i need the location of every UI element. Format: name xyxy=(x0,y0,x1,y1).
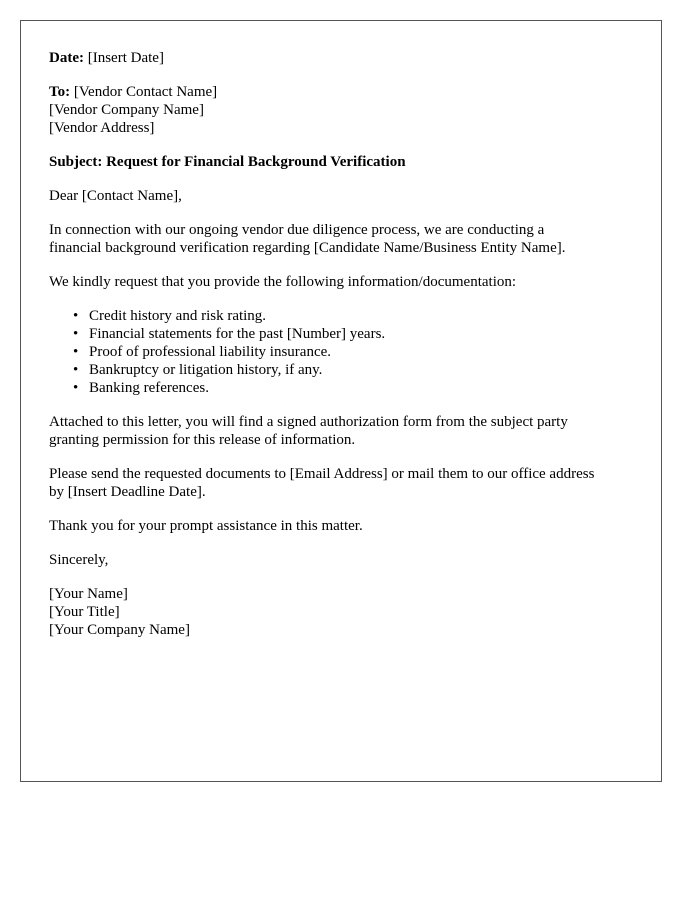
recipient-name-line xyxy=(49,83,633,101)
send-line-2: by [Insert Deadline Date]. xyxy=(49,484,206,500)
list-item xyxy=(73,307,633,325)
recipient-company: [Vendor Company Name] xyxy=(49,102,204,118)
salutation: Dear [Contact Name], xyxy=(49,188,182,204)
list-item-text: Banking references. xyxy=(89,380,209,396)
intro-line-2: financial background verification regarding [Candidate Name/Business Entity Name]. xyxy=(49,240,566,256)
attachment-paragraph xyxy=(49,413,633,449)
date-value: [Insert Date] xyxy=(87,50,164,66)
send-line-1: Please send the requested documents to [Email Address] or mail them to our office address xyxy=(49,466,595,482)
signature-block xyxy=(49,585,633,639)
intro-line-1: In connection with our ongoing vendor due diligence process, we are conducting a xyxy=(49,222,545,238)
bullet-icon: • xyxy=(73,326,79,342)
bullet-icon: • xyxy=(73,362,79,378)
send-paragraph xyxy=(49,465,633,501)
list-item xyxy=(73,379,633,397)
bullet-icon: • xyxy=(73,308,79,324)
letter-document xyxy=(20,20,662,782)
recipient-name: [Vendor Contact Name] xyxy=(73,84,218,100)
attachment-line-2: granting permission for this release of information. xyxy=(49,432,356,448)
list-item xyxy=(73,361,633,379)
recipient-address: [Vendor Address] xyxy=(49,120,155,136)
bullet-icon: • xyxy=(73,380,79,396)
requested-items-list xyxy=(49,307,633,397)
intro-paragraph xyxy=(49,221,633,257)
date-line xyxy=(49,49,633,67)
list-item-text: Financial statements for the past [Number] years. xyxy=(89,326,386,342)
bullet-icon: • xyxy=(73,344,79,360)
signature-name: [Your Name] xyxy=(49,586,128,602)
signature-company: [Your Company Name] xyxy=(49,622,190,638)
list-item-text: Bankruptcy or litigation history, if any. xyxy=(89,362,323,378)
request-paragraph: We kindly request that you provide the following information/documentation: xyxy=(49,274,517,290)
list-item xyxy=(73,325,633,343)
list-item xyxy=(73,343,633,361)
to-label: To: xyxy=(49,84,71,100)
attachment-line-1: Attached to this letter, you will find a signed authorization form from the subject party xyxy=(49,414,568,430)
thanks-paragraph: Thank you for your prompt assistance in this matter. xyxy=(49,518,363,534)
date-label: Date: xyxy=(49,50,84,66)
subject-line: Subject: Request for Financial Background Verification xyxy=(49,154,406,170)
list-item-text: Proof of professional liability insurance. xyxy=(89,344,332,360)
list-item-text: Credit history and risk rating. xyxy=(89,308,267,324)
signature-title: [Your Title] xyxy=(49,604,120,620)
recipient-block xyxy=(49,83,633,137)
closing: Sincerely, xyxy=(49,552,109,568)
